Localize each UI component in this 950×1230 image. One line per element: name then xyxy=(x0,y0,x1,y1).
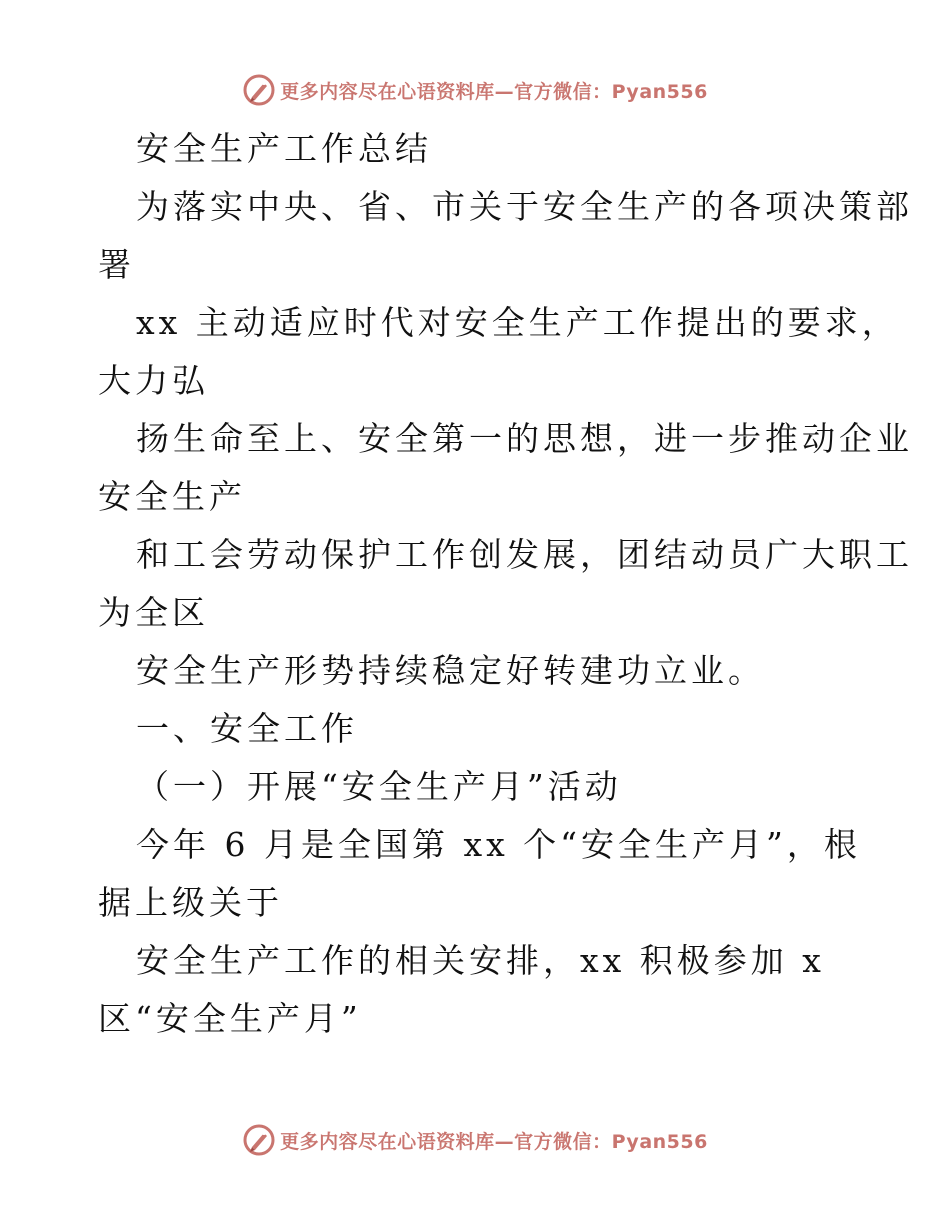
paragraph-line: 据上级关于 xyxy=(98,883,283,922)
paragraph-line: 为全区 xyxy=(98,593,209,632)
header-watermark xyxy=(0,70,950,110)
paragraph-line: 安全生产 xyxy=(98,477,246,516)
paragraph-line: 和工会劳动保护工作创发展，团结动员广大职工 xyxy=(136,535,913,574)
paragraph-line: 为落实中央、省、市关于安全生产的各项决策部 xyxy=(136,187,913,226)
pen-nib-logo-icon xyxy=(242,1123,276,1157)
footer-watermark xyxy=(0,1120,950,1160)
pen-nib-logo-icon xyxy=(242,73,276,107)
paragraph-line: 扬生命至上、安全第一的思想，进一步推动企业 xyxy=(136,419,913,458)
paragraph-line: 大力弘 xyxy=(98,361,209,400)
header-watermark-text: 更多内容尽在心语资料库—官方微信：Pyan556 xyxy=(280,80,708,103)
doc-title: 安全生产工作总结 xyxy=(136,129,432,168)
paragraph-line: xx 主动适应时代对安全生产工作提出的要求， xyxy=(136,303,899,342)
paragraph-line: 区“安全生产月” xyxy=(98,999,362,1038)
paragraph-line: 安全生产形势持续稳定好转建功立业。 xyxy=(136,651,765,690)
subsection-heading: （一）开展“安全生产月”活动 xyxy=(136,767,622,806)
footer-watermark-text: 更多内容尽在心语资料库—官方微信：Pyan556 xyxy=(280,1130,708,1153)
paragraph-line: 安全生产工作的相关安排，xx 积极参加 x xyxy=(136,941,825,980)
paragraph-line: 今年 6 月是全国第 xx 个“安全生产月”，根 xyxy=(136,825,861,864)
paragraph-line: 署 xyxy=(98,245,135,284)
section-heading: 一、安全工作 xyxy=(136,709,358,748)
